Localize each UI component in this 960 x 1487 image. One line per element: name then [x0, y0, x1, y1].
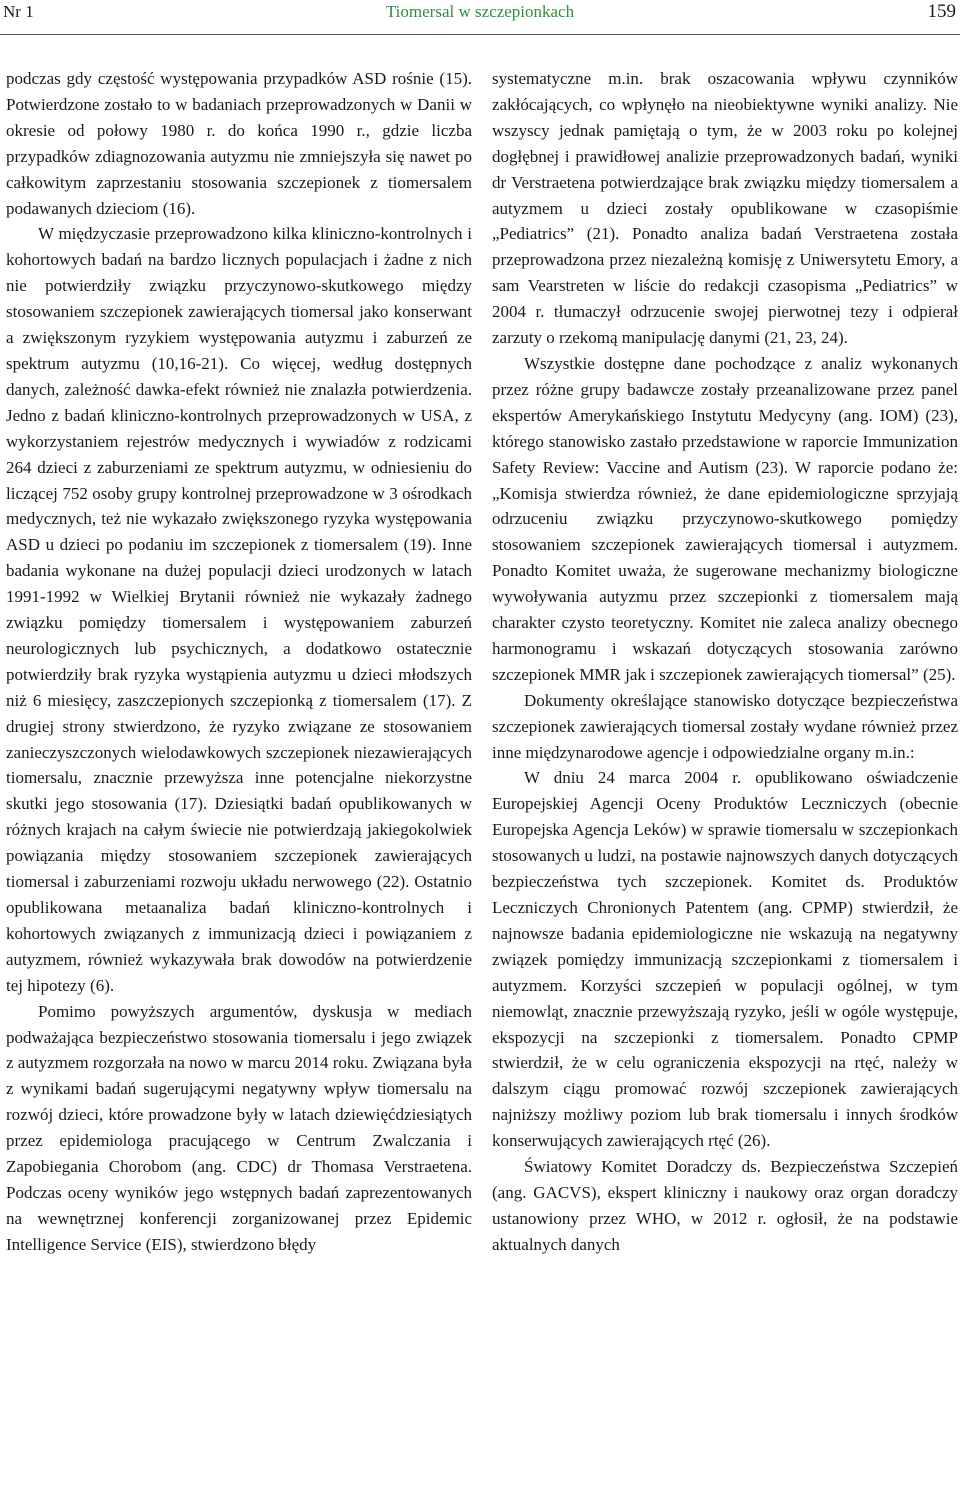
paragraph: W dniu 24 marca 2004 r. opublikowano oświadczenie Europejskiej Agencji Oceny Produktów Leczniczych (obecnie Europejska Agencja Leków) w sprawie tiomersalu w szczepionkach stosowanych u ludzi, na postawie najnowszych danych dotyczących bezpieczeństwa tych szczepionek. Komitet ds. Produktów Leczniczych Chronionych Patentem (ang. CPMP) stwierdził, że najnowsze badania epidemiologiczne nie wskazują na negatywny związek pomiędzy immunizacją szczepionkami z tiomersalem i autyzmem. Korzyści szczepień w populacji ogólnej, w tym niemowląt, znacznie przewyższają ryzyko, jeśli w ogóle występuje, ekspozycji na szczepionki z tiomersalem. Ponadto CPMP stwierdził, że w celu ograniczenia ekspozycji na rtęć, należy w dalszym ciągu promować rozwój szczepionek zawierających najniższy możliwy poziom lub brak tiomersalu i innych środków konserwujących zawierających rtęć (26). [492, 768, 958, 1151]
paragraph: podczas gdy częstość występowania przypadków ASD rośnie (15). Potwierdzone zostało to w badaniach przeprowadzonych w Danii w okresie od połowy 1980 r. do końca 1990 r., gdzie liczba przypadków zdiagnozowania autyzmu nie zmniejszyła się nawet po całkowitym zaprzestaniu stosowania szczepionek z tiomersalem podawanych dzieciom (16). [6, 69, 472, 218]
header-rule [0, 34, 960, 35]
paragraph: systematyczne m.in. brak oszacowania wpływu czynników zakłócających, co wpłynęło na nieobiektywne wyniki analizy. Nie wszyscy jednak pamiętają o tym, że w 2003 roku po kolejnej dogłębnej i prawidłowej analizie przeprowadzonych badań, wyniki dr Verstraetena potwierdzające brak związku między tiomersalem a autyzmem u dzieci zostały opublikowane w czasopiśmie „Pediatrics” (21). Ponadto analiza badań Verstraetena została przeprowadzona przez niezależną komisję z Uniwersytetu Emory, a sam Vearstreten w liście do redakcji czasopisma „Pediatrics” w 2004 r. tłumaczył odrzucenie swojej pierwotnej tezy i odpierał zarzuty o rzekomą manipulację danymi (21, 23, 24). [492, 69, 958, 348]
running-title: Tiomersal w szczepionkach [385, 2, 575, 21]
right-column [492, 66, 958, 1258]
paragraph: Światowy Komitet Doradczy ds. Bezpieczeństwa Szczepień (ang. GACVS), ekspert kliniczny i naukowy oraz organ doradczy ustanowiony przez WHO, w 2012 r. ogłosił, że na podstawie aktualnych danych [492, 1157, 958, 1254]
issue-label: Nr 1 [3, 2, 34, 21]
paragraph: W międzyczasie przeprowadzono kilka kliniczno-kontrolnych i kohortowych badań na bardzo licznych populacjach i żadne z nich nie potwierdziły związku przyczynowo-skutkowego między stosowaniem szczepionek zawierających tiomersal jako konserwant a zwiększonym ryzykiem występowania autyzmu i zaburzeń ze spektrum autyzmu (10,16-21). Co więcej, według dostępnych danych, zależność dawka-efekt również nie znalazła potwierdzenia. Jedno z badań kliniczno-kontrolnych przeprowadzonych w USA, z wykorzystaniem rejestrów medycznych i wywiadów z rodzicami 264 dzieci z zaburzeniami ze spektrum autyzmu, w odniesieniu do liczącej 752 osoby grupy kontrolnej przeprowadzone w 3 ośrodkach medycznych, też nie wykazało zwiększonego ryzyka występowania ASD u dzieci po podaniu im szczepionek z tiomersalem (19). Inne badania wykonane na dużej populacji dzieci urodzonych w latach 1991-1992 w Wielkiej Brytanii również nie wykazały żadnego związku pomiędzy tiomersalem i występowaniem zaburzeń neurologicznych lub psychicznych, a dodatkowo ostatecznie potwierdziły brak ryzyka wystąpienia autyzmu u dzieci młodszych niż 6 miesięcy, zaszczepionych szczepionką z tiomersalem (17). Z drugiej strony stwierdzono, że ryzyko związane ze stosowaniem zanieczyszczonych wielodawkowych szczepionek niezawierających tiomersalu, znacznie przewyższa inne potencjalne niekorzystne skutki jego stosowania (17). Dziesiątki badań opublikowanych w różnych krajach na całym świecie nie potwierdzają jakiegokolwiek powiązania między stosowaniem szczepionek zawierających tiomersal i zaburzeniami rozwoju układu nerwowego (22). Ostatnio opublikowana metaanaliza badań kliniczno-kontrolnych i kohortowych związanych z immunizacją dzieci i powiązaniem z autyzmem, również wykazywała brak dowodów na potwierdzenie tej hipotezy (6). [6, 224, 472, 995]
paragraph: Pomimo powyższych argumentów, dyskusja w mediach podważająca bezpieczeństwo stosowania tiomersalu i jego związek z autyzmem rozgorzała na nowo w marcu 2014 roku. Związana była z wynikami badań sugerującymi negatywny wpływ tiomersalu na rozwój dzieci, które prowadzone były w latach dziewięćdziesiątych przez epidemiologa pracującego w Centrum Zwalczania i Zapobiegania Chorobom (ang. CDC) dr Thomasa Verstraetena. Podczas oceny wyników jego wstępnych badań zaprezentowanych na wewnętrznej konferencji zorganizowanej przez Epidemic Intelligence Service (EIS), stwierdzono błędy [6, 1001, 472, 1254]
running-header [0, 0, 960, 34]
page-number: 159 [927, 1, 956, 22]
left-column [6, 66, 472, 1258]
paragraph: Dokumenty określające stanowisko dotyczące bezpieczeństwa szczepionek zawierających tiomersal zostały wydane również przez inne międzynarodowe agencje i odpowiedzialne organy m.in.: [492, 690, 958, 762]
paragraph: Wszystkie dostępne dane pochodzące z analiz wykonanych przez różne grupy badawcze zostały przeanalizowane przez panel ekspertów Amerykańskiego Instytutu Medycyny (ang. IOM) (23), którego stanowisko zastało przedstawione w raporcie Immunization Safety Review: Vaccine and Autism (23). W raporcie podano że: „Komisja stwierdza również, że dane epidemiologiczne sprzyjają odrzuceniu związku przyczynowo-skutkowego pomiędzy stosowaniem szczepionek zawierających tiomersal i autyzmem. Ponadto Komitet uważa, że sugerowane mechanizmy biologiczne wywoływania autyzmu przez szczepionki z tiomersalem mają charakter czysto teoretyczny. Komitet nie zaleca analizy obecnego harmonogramu i wskazań dotyczących stosowania zarówno szczepionek MMR jak i szczepionek zawierających tiomersal” (25). [492, 353, 958, 684]
